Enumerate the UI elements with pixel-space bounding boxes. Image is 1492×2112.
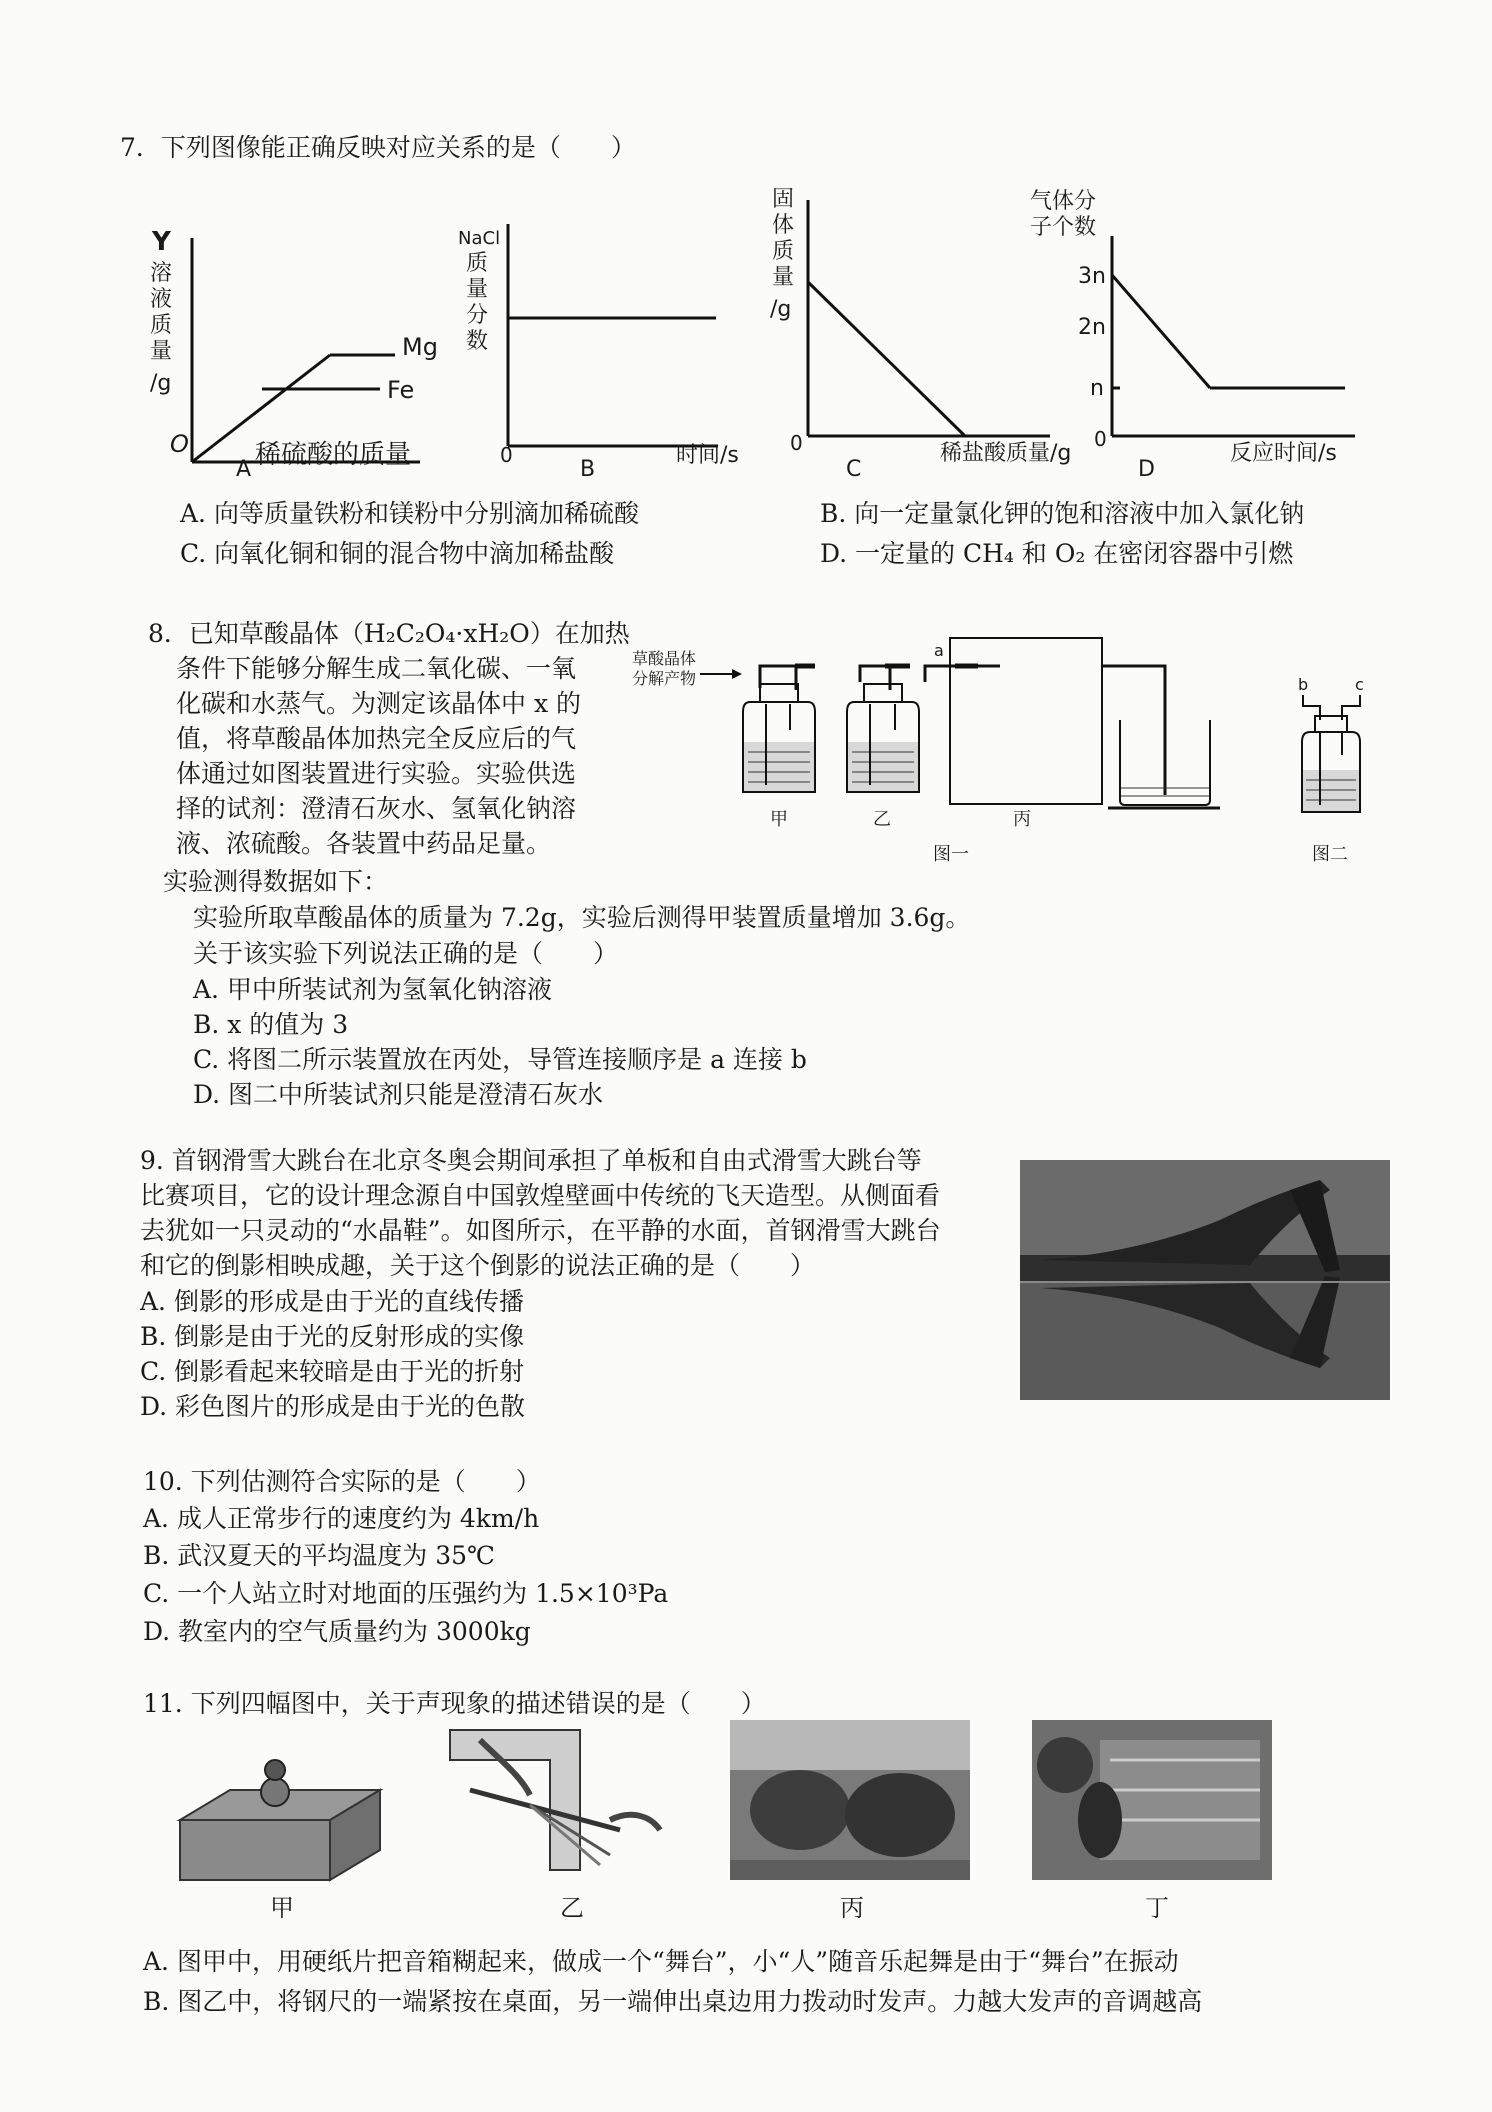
svg-text:/g: /g [770,297,792,322]
q11-option-b: B. 图乙中，将钢尺的一端紧按在桌面，另一端伸出桌边用力拨动时发声。力越大发声的音调越高 [143,1987,1203,2016]
svg-text:0: 0 [790,431,803,455]
svg-text:数: 数 [466,329,489,354]
svg-text:体: 体 [772,213,795,238]
graph-a [150,227,438,482]
svg-text:量: 量 [150,339,173,364]
q7-option-c: C. 向氧化铜和铜的混合物中滴加稀盐酸 [180,539,615,568]
svg-text:液: 液 [150,287,173,312]
figure-2-bottle [1298,675,1364,865]
graph-d-line [1112,275,1210,388]
svg-text:C: C [846,457,862,482]
q9-option-d: D. 彩色图片的形成是由于光的色散 [140,1392,526,1421]
svg-text:分解产物: 分解产物 [632,669,697,688]
svg-text:子个数: 子个数 [1030,215,1097,240]
svg-text:a: a [934,641,944,660]
svg-text:乙: 乙 [560,1894,584,1920]
q10-option-a: A. 成人正常步行的速度约为 4km/h [143,1504,540,1533]
svg-text:D: D [1138,457,1155,482]
q8-line-2: 条件下能够分解生成二氧化碳、一氧 [176,654,577,683]
svg-text:丁: 丁 [1145,1894,1169,1920]
svg-text:0: 0 [1094,427,1107,451]
svg-text:量: 量 [466,277,489,302]
svg-text:草酸晶体: 草酸晶体 [632,649,697,668]
svg-text:质: 质 [150,313,173,338]
q8-line-1: 8．已知草酸晶体（H₂C₂O₄·xH₂O）在加热 [148,619,630,648]
q8-question: 关于该实验下列说法正确的是（ ） [193,939,619,968]
svg-text:O: O [170,430,189,458]
graph-a-y-axis: Y [152,227,171,257]
svg-text:丙: 丙 [1013,809,1031,830]
svg-text:乙: 乙 [873,809,891,830]
q10-option-c: C. 一个人站立时对地面的压强约为 1.5×10³Pa [143,1579,669,1608]
svg-text:n: n [1090,376,1104,401]
bottle-jia [743,684,815,830]
q9-option-a: A. 倒影的形成是由于光的直线传播 [140,1287,524,1316]
svg-text:0: 0 [500,443,513,467]
q9-line-1: 9. 首钢滑雪大跳台在北京冬奥会期间承担了单板和自由式滑雪大跳台等 [140,1146,922,1175]
q8-data-line: 实验所取草酸晶体的质量为 7.2g，实验后测得甲装置质量增加 3.6g。 [193,903,971,932]
q10-stem: 10. 下列估测符合实际的是（ ） [143,1467,541,1496]
svg-text:甲: 甲 [270,1894,294,1920]
svg-text:分: 分 [466,303,489,328]
svg-text:量: 量 [772,265,795,290]
q10-option-b: B. 武汉夏天的平均温度为 35℃ [143,1541,495,1570]
svg-text:NaCl: NaCl [458,228,501,249]
svg-text:反应时间/s: 反应时间/s [1230,441,1337,466]
svg-text:B: B [580,457,596,482]
figure-jia-speaker [180,1760,380,1920]
q8-option-c: C. 将图二所示装置放在丙处，导管连接顺序是 a 连接 b [193,1045,807,1074]
q8-line-6: 择的试剂：澄清石灰水、氢氧化钠溶 [176,794,577,823]
graph-a-mg-label: Mg [402,333,438,361]
svg-text:固: 固 [772,187,795,212]
ski-jump-photo [1020,1160,1390,1400]
svg-text:图一: 图一 [933,844,969,865]
svg-text:c: c [1355,675,1364,694]
q7-option-a: A. 向等质量铁粉和镁粉中分别滴加稀硫酸 [180,499,639,528]
svg-text:3n: 3n [1078,264,1106,289]
graph-c [770,187,1071,482]
figure-ding-factory [1032,1720,1272,1920]
q11-option-a: A. 图甲中，用硬纸片把音箱糊起来，做成一个“舞台”，小“人”随音乐起舞是由于“舞台”在振动 [143,1947,1179,1976]
q8-line-3: 化碳和水蒸气。为测定该晶体中 x 的 [176,689,581,718]
svg-text:甲: 甲 [770,809,788,830]
q8-line-4: 值，将草酸晶体加热完全反应后的气 [176,724,577,753]
q9-line-2: 比赛项目，它的设计理念源自中国敦煌壁画中传统的飞天造型。从侧面看 [140,1181,941,1210]
svg-text:质: 质 [466,251,489,276]
q8-apparatus-figure [620,620,1400,880]
figure-bing-elephants [730,1720,970,1920]
q11-stem: 11. 下列四幅图中，关于声现象的描述错误的是（ ） [143,1689,766,1718]
q9-line-3: 去犹如一只灵动的“水晶鞋”。如图所示，在平静的水面，首钢滑雪大跳台 [140,1216,941,1245]
graph-d [1030,189,1355,482]
svg-text:溶: 溶 [150,261,173,286]
q8-option-a: A. 甲中所装试剂为氢氧化钠溶液 [193,975,552,1004]
graph-b [458,224,739,482]
bottle-yi [847,684,919,830]
q9-line-4: 和它的倒影相映成趣，关于这个倒影的说法正确的是（ ） [140,1251,816,1280]
svg-text:稀盐酸质量/g: 稀盐酸质量/g [940,441,1072,466]
q8-line-7: 液、浓硫酸。各装置中药品足量。 [176,829,552,858]
svg-text:A: A [236,457,252,482]
svg-text:b: b [1298,675,1309,694]
q9-option-b: B. 倒影是由于光的反射形成的实像 [140,1322,525,1351]
svg-text:气体分: 气体分 [1030,189,1097,214]
q8-data-intro: 实验测得数据如下： [163,867,389,896]
graph-a-x-label: 稀硫酸的质量 [255,440,412,470]
svg-text:丙: 丙 [840,1894,864,1920]
svg-text:2n: 2n [1078,315,1106,340]
q10-option-d: D. 教室内的空气质量约为 3000kg [143,1617,531,1646]
q9-option-c: C. 倒影看起来较暗是由于光的折射 [140,1357,525,1386]
svg-text:/g: /g [150,371,172,396]
q7-stem: 7．下列图像能正确反映对应关系的是（ ） [120,133,636,162]
svg-text:质: 质 [772,239,795,264]
q8-option-b: B. x 的值为 3 [193,1010,349,1039]
q8-line-5: 体通过如图装置进行实验。实验供选 [176,759,577,788]
svg-text:时间/s: 时间/s [676,443,739,468]
q11-figures [170,1720,1280,1920]
graph-c-line [808,282,965,436]
svg-text:图二: 图二 [1312,844,1348,865]
q8-option-d: D. 图二中所装试剂只能是澄清石灰水 [193,1080,604,1109]
q7-option-d: D. 一定量的 CH₄ 和 O₂ 在密闭容器中引燃 [820,539,1294,568]
graph-a-fe-label: Fe [387,376,415,404]
figure-yi-ruler [450,1730,660,1920]
q7-option-b: B. 向一定量氯化钾的饱和溶液中加入氯化钠 [820,499,1305,528]
